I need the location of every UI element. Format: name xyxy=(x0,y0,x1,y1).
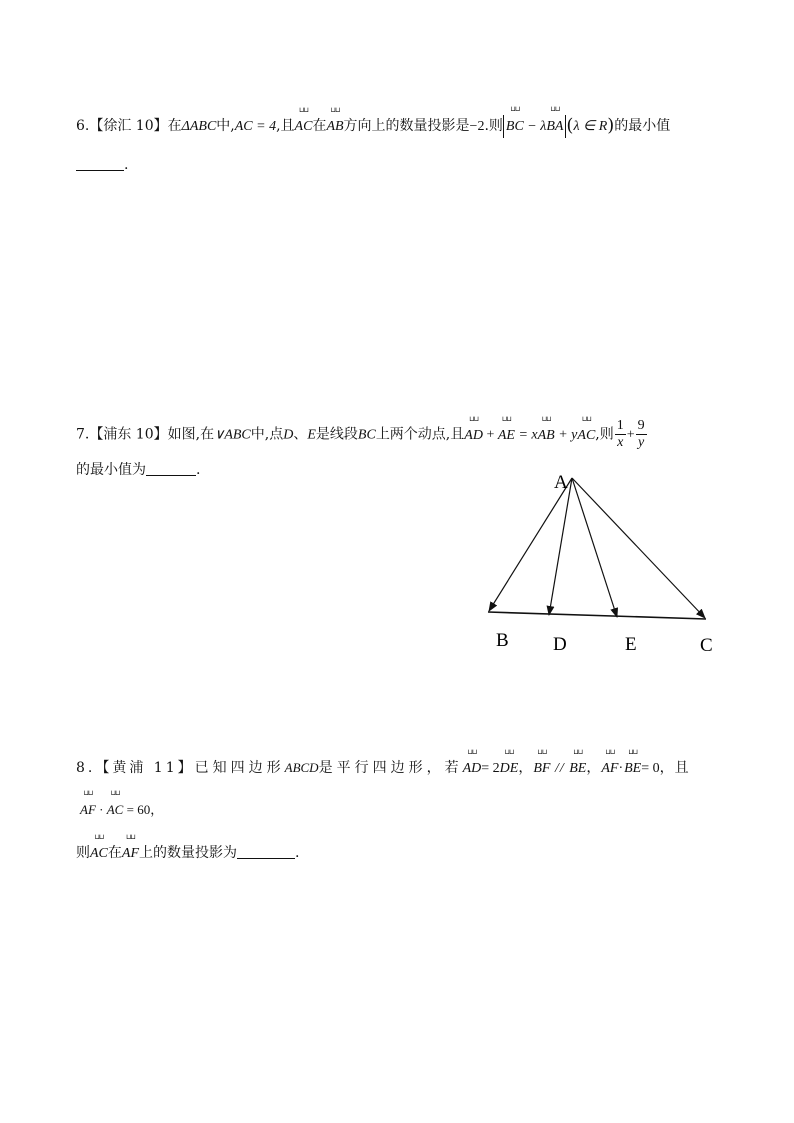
q7-text: 中,点 xyxy=(250,426,284,443)
q7-text: ,则 xyxy=(595,426,614,443)
q8-eq: = 2 xyxy=(481,761,500,776)
vector-ae: ⊔⊔ AE xyxy=(498,426,515,446)
q6-prefix: 6.【徐汇 10】 xyxy=(76,118,168,134)
label-a: A xyxy=(554,472,568,493)
vector-de: ⊔⊔ DE xyxy=(500,759,519,779)
right-paren: ) xyxy=(607,115,615,136)
q6-text: .则 xyxy=(484,118,503,134)
q6-value: −2 xyxy=(469,119,485,134)
q7-text: 、 xyxy=(293,426,308,443)
q8-line-3 xyxy=(76,843,299,864)
vector-ab: ⊔⊔ AB xyxy=(326,117,343,137)
vector-bf: ⊔⊔ BF xyxy=(533,759,550,779)
q6-lambda-range: λ ∈ R xyxy=(573,119,608,134)
label-c: C xyxy=(700,635,713,656)
vector-af: ⊔⊔ AF xyxy=(80,800,96,820)
q7-triangle: ∨ABC xyxy=(214,427,251,443)
label-e: E xyxy=(625,634,637,655)
vector-ac: ⊔⊔ AC xyxy=(577,426,595,446)
q8-text: ，且 xyxy=(659,760,690,776)
answer-blank xyxy=(237,844,295,859)
q8-eq: = 60 xyxy=(123,802,151,817)
q8-text: 已知四边形 xyxy=(194,760,285,776)
fraction-denominator: y xyxy=(638,435,645,450)
point-e: E xyxy=(307,427,316,443)
vector-af: ⊔⊔ AF xyxy=(122,844,139,864)
q7-coef-x: = x xyxy=(514,427,538,443)
segment-bc: BC xyxy=(357,427,376,443)
label-d: D xyxy=(553,634,567,655)
q6-text: ,且 xyxy=(276,118,295,134)
vector-ab: ⊔⊔ AB xyxy=(538,426,555,446)
vector-bc: ⊔⊔ BC xyxy=(506,116,524,138)
fraction-numerator: 1 xyxy=(616,418,624,433)
left-paren: ( xyxy=(566,115,574,136)
parallel-sign: // xyxy=(550,761,570,776)
q7-text: 上两个动点,且 xyxy=(375,426,465,443)
q6-condition: AC = 4 xyxy=(234,119,277,134)
q6-text: 中, xyxy=(216,118,235,134)
plus-sign: + xyxy=(482,427,498,443)
q8-text: ， xyxy=(586,760,602,776)
q6-text: 的最小值 xyxy=(614,118,671,134)
vector-be: ⊔⊔ BE xyxy=(569,759,586,779)
q7-end: . xyxy=(196,462,201,478)
vector-ba: ⊔⊔ BA xyxy=(546,116,563,138)
q6-text: 方向上的数量投影是 xyxy=(343,118,470,134)
segment-bc xyxy=(488,612,706,619)
vector-ac: ⊔⊔ AC xyxy=(295,117,313,137)
q8-line-2 xyxy=(80,800,163,821)
q8-text: ， xyxy=(518,760,534,776)
point-d: D xyxy=(283,427,294,443)
q8-text: 则 xyxy=(76,845,90,861)
question-8 xyxy=(76,758,690,779)
arrow-ae xyxy=(572,478,617,617)
q7-text: 的最小值为 xyxy=(76,462,146,478)
vector-ac: ⊔⊔ AC xyxy=(107,800,124,820)
q8-text: 上的数量投影为 xyxy=(139,845,237,861)
q7-coef-y: + y xyxy=(554,427,578,443)
label-b: B xyxy=(496,630,509,651)
q7-text: 是线段 xyxy=(315,426,358,443)
q7-prefix: 7.【浦东 10】 xyxy=(76,426,168,443)
vector-af: ⊔⊔ AF xyxy=(601,759,618,779)
fraction-numerator: 9 xyxy=(637,418,645,433)
dot-sign: · xyxy=(95,802,107,817)
q8-eq: = 0 xyxy=(641,761,660,776)
vector-ad: ⊔⊔ AD xyxy=(463,759,482,779)
q8-prefix: 8.【黄浦 11】 xyxy=(76,760,195,776)
vector-ac: ⊔⊔ AC xyxy=(90,844,108,864)
q8-text: 是平行四边形，若 xyxy=(318,760,463,776)
q6-text: 在 xyxy=(312,118,327,134)
quadrilateral-abcd: ABCD xyxy=(284,760,319,775)
arrow-ab xyxy=(489,478,572,611)
fraction-denominator: x xyxy=(617,435,624,450)
vector-ad: ⊔⊔ AD xyxy=(464,426,483,446)
q8-text: ， xyxy=(150,803,164,818)
q8-text: 在 xyxy=(107,845,122,861)
q6-end: . xyxy=(124,157,129,173)
dot-sign: · xyxy=(618,761,625,776)
vector-be: ⊔⊔ BE xyxy=(624,759,641,779)
arrow-ad xyxy=(549,478,572,615)
q8-end: . xyxy=(295,845,300,861)
plus-sign: + xyxy=(626,427,635,443)
q6-lambda: − λ xyxy=(523,119,547,134)
q6-triangle: ΔABC xyxy=(181,119,217,134)
q7-text: 如图,在 xyxy=(167,426,215,443)
arrow-ac xyxy=(572,478,705,618)
q6-text: 在 xyxy=(167,118,182,134)
